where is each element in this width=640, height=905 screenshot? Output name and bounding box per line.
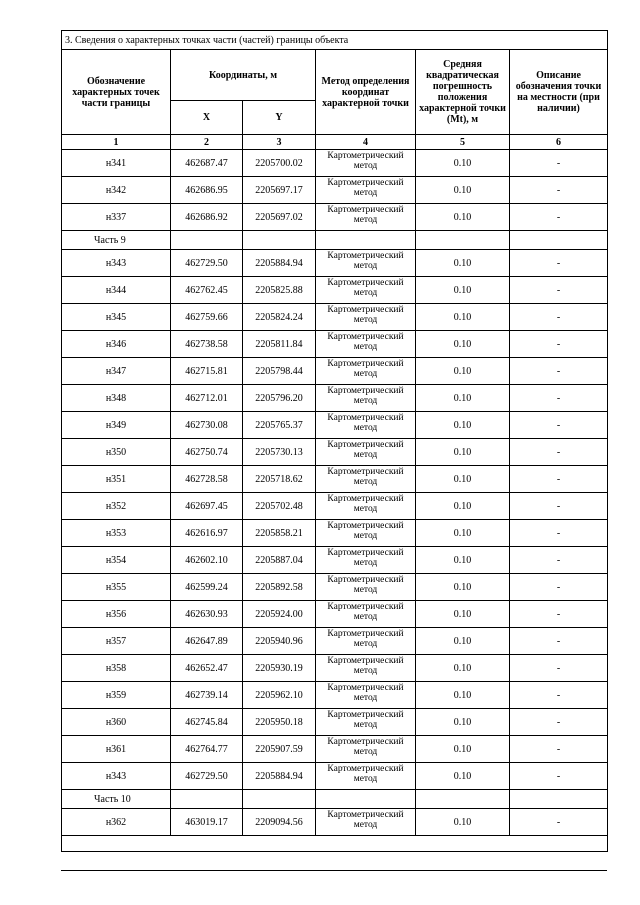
method-cell: Картометрический метод — [316, 763, 416, 790]
point-name: н343 — [62, 763, 171, 790]
coordinate-y: 2205824.24 — [243, 304, 316, 331]
error-cell: 0.10 — [416, 412, 510, 439]
table-caption: 3. Сведения о характерных точках части (частей) границы объекта — [62, 31, 608, 50]
empty-cell — [316, 790, 416, 809]
coordinate-x: 462764.77 — [171, 736, 243, 763]
coordinate-x: 462730.08 — [171, 412, 243, 439]
coordinate-y: 2205765.37 — [243, 412, 316, 439]
method-cell: Картометрический метод — [316, 574, 416, 601]
description-cell: - — [510, 601, 608, 628]
point-name: н356 — [62, 601, 171, 628]
coordinate-x: 462750.74 — [171, 439, 243, 466]
error-cell: 0.10 — [416, 809, 510, 836]
method-cell: Картометрический метод — [316, 331, 416, 358]
error-cell: 0.10 — [416, 547, 510, 574]
method-cell: Картометрический метод — [316, 150, 416, 177]
coordinate-y: 2205697.17 — [243, 177, 316, 204]
error-cell: 0.10 — [416, 439, 510, 466]
point-name: н341 — [62, 150, 171, 177]
point-name: н337 — [62, 204, 171, 231]
description-cell: - — [510, 150, 608, 177]
header-coordinates: Координаты, м — [171, 50, 316, 101]
method-cell: Картометрический метод — [316, 466, 416, 493]
point-name: н362 — [62, 809, 171, 836]
coordinate-x: 462599.24 — [171, 574, 243, 601]
empty-row — [62, 836, 608, 852]
table-row — [62, 547, 608, 574]
coordinate-x: 462762.45 — [171, 277, 243, 304]
point-name: н346 — [62, 331, 171, 358]
point-name: н345 — [62, 304, 171, 331]
coordinate-x: 462686.92 — [171, 204, 243, 231]
coordinate-y: 2205825.88 — [243, 277, 316, 304]
error-cell: 0.10 — [416, 574, 510, 601]
header-method: Метод определения координат характерной точки — [316, 50, 416, 135]
error-cell: 0.10 — [416, 628, 510, 655]
coordinate-x: 462729.50 — [171, 250, 243, 277]
coordinate-x: 462715.81 — [171, 358, 243, 385]
description-cell: - — [510, 628, 608, 655]
header-x: X — [171, 101, 243, 135]
coordinate-y: 2205811.84 — [243, 331, 316, 358]
coordinate-x: 462729.50 — [171, 763, 243, 790]
coordinate-y: 2209094.56 — [243, 809, 316, 836]
method-cell: Картометрический метод — [316, 655, 416, 682]
description-cell: - — [510, 466, 608, 493]
table-row — [62, 520, 608, 547]
boundary-points-table — [61, 30, 608, 852]
point-name: н351 — [62, 466, 171, 493]
error-cell: 0.10 — [416, 601, 510, 628]
coordinate-y: 2205697.02 — [243, 204, 316, 231]
error-cell: 0.10 — [416, 358, 510, 385]
header-y: Y — [243, 101, 316, 135]
part-row — [62, 231, 608, 250]
table-row — [62, 358, 608, 385]
description-cell: - — [510, 385, 608, 412]
method-cell: Картометрический метод — [316, 520, 416, 547]
coordinate-x: 462712.01 — [171, 385, 243, 412]
coordinate-y: 2205924.00 — [243, 601, 316, 628]
coordinate-x: 462739.14 — [171, 682, 243, 709]
method-cell: Картометрический метод — [316, 709, 416, 736]
coordinate-y: 2205796.20 — [243, 385, 316, 412]
error-cell: 0.10 — [416, 763, 510, 790]
column-number: 5 — [416, 135, 510, 150]
method-cell: Картометрический метод — [316, 547, 416, 574]
error-cell: 0.10 — [416, 385, 510, 412]
method-cell: Картометрический метод — [316, 304, 416, 331]
table-row — [62, 736, 608, 763]
table-row — [62, 150, 608, 177]
error-cell: 0.10 — [416, 250, 510, 277]
empty-cell — [416, 231, 510, 250]
method-cell: Картометрический метод — [316, 736, 416, 763]
coordinate-x: 462687.47 — [171, 150, 243, 177]
header-error: Средняя квадратическая погрешность положения характерной точки (Mt), м — [416, 50, 510, 135]
part-label: Часть 9 — [62, 231, 171, 250]
method-cell: Картометрический метод — [316, 204, 416, 231]
error-cell: 0.10 — [416, 277, 510, 304]
header-designation: Обозначение характерных точек части границы — [62, 50, 171, 135]
footer-divider — [61, 870, 607, 871]
description-cell: - — [510, 277, 608, 304]
description-cell: - — [510, 177, 608, 204]
method-cell: Картометрический метод — [316, 809, 416, 836]
table-caption-row — [62, 31, 608, 50]
description-cell: - — [510, 709, 608, 736]
description-cell: - — [510, 655, 608, 682]
error-cell: 0.10 — [416, 177, 510, 204]
coordinate-x: 462686.95 — [171, 177, 243, 204]
empty-cell — [243, 231, 316, 250]
description-cell: - — [510, 736, 608, 763]
description-cell: - — [510, 439, 608, 466]
method-cell: Картометрический метод — [316, 682, 416, 709]
coordinate-y: 2205718.62 — [243, 466, 316, 493]
table-row — [62, 682, 608, 709]
error-cell: 0.10 — [416, 709, 510, 736]
coordinate-x: 462630.93 — [171, 601, 243, 628]
point-name: н359 — [62, 682, 171, 709]
method-cell: Картометрический метод — [316, 250, 416, 277]
coordinate-y: 2205702.48 — [243, 493, 316, 520]
point-name: н344 — [62, 277, 171, 304]
point-name: н360 — [62, 709, 171, 736]
table-row — [62, 304, 608, 331]
coordinate-y: 2205907.59 — [243, 736, 316, 763]
coordinate-x: 462652.47 — [171, 655, 243, 682]
table-row — [62, 763, 608, 790]
coordinate-y: 2205940.96 — [243, 628, 316, 655]
point-name: н342 — [62, 177, 171, 204]
column-number: 4 — [316, 135, 416, 150]
coordinate-x: 462697.45 — [171, 493, 243, 520]
table-row — [62, 204, 608, 231]
description-cell: - — [510, 304, 608, 331]
point-name: н347 — [62, 358, 171, 385]
error-cell: 0.10 — [416, 204, 510, 231]
table-row — [62, 277, 608, 304]
point-name: н350 — [62, 439, 171, 466]
table-row — [62, 412, 608, 439]
description-cell: - — [510, 520, 608, 547]
coordinate-x: 463019.17 — [171, 809, 243, 836]
table-row — [62, 574, 608, 601]
table-row — [62, 385, 608, 412]
description-cell: - — [510, 331, 608, 358]
document-page — [61, 30, 607, 852]
description-cell: - — [510, 493, 608, 520]
coordinate-y: 2205892.58 — [243, 574, 316, 601]
description-cell: - — [510, 412, 608, 439]
coordinate-y: 2205798.44 — [243, 358, 316, 385]
header-description: Описание обозначения точки на местности (при наличии) — [510, 50, 608, 135]
point-name: н361 — [62, 736, 171, 763]
point-name: н357 — [62, 628, 171, 655]
coordinate-y: 2205962.10 — [243, 682, 316, 709]
coordinate-x: 462738.58 — [171, 331, 243, 358]
description-cell: - — [510, 574, 608, 601]
error-cell: 0.10 — [416, 520, 510, 547]
description-cell: - — [510, 250, 608, 277]
table-row — [62, 601, 608, 628]
column-number-row — [62, 135, 608, 150]
coordinate-x: 462602.10 — [171, 547, 243, 574]
coordinate-y: 2205884.94 — [243, 763, 316, 790]
column-number: 1 — [62, 135, 171, 150]
method-cell: Картометрический метод — [316, 358, 416, 385]
method-cell: Картометрический метод — [316, 277, 416, 304]
point-name: н352 — [62, 493, 171, 520]
coordinate-y: 2205858.21 — [243, 520, 316, 547]
empty-cell — [171, 231, 243, 250]
point-name: н354 — [62, 547, 171, 574]
point-name: н355 — [62, 574, 171, 601]
table-row — [62, 466, 608, 493]
table-body — [62, 150, 608, 836]
column-number: 6 — [510, 135, 608, 150]
table-row — [62, 655, 608, 682]
coordinate-y: 2205930.19 — [243, 655, 316, 682]
empty-cell — [416, 790, 510, 809]
table-row — [62, 331, 608, 358]
description-cell: - — [510, 682, 608, 709]
table-row — [62, 709, 608, 736]
empty-cell — [316, 231, 416, 250]
error-cell: 0.10 — [416, 466, 510, 493]
table-row — [62, 628, 608, 655]
description-cell: - — [510, 809, 608, 836]
point-name: н343 — [62, 250, 171, 277]
coordinate-x: 462728.58 — [171, 466, 243, 493]
coordinate-y: 2205950.18 — [243, 709, 316, 736]
empty-cell — [243, 790, 316, 809]
table-row — [62, 809, 608, 836]
method-cell: Картометрический метод — [316, 412, 416, 439]
error-cell: 0.10 — [416, 736, 510, 763]
point-name: н353 — [62, 520, 171, 547]
description-cell: - — [510, 204, 608, 231]
empty-cell — [510, 231, 608, 250]
description-cell: - — [510, 358, 608, 385]
coordinate-x: 462647.89 — [171, 628, 243, 655]
part-row — [62, 790, 608, 809]
point-name: н348 — [62, 385, 171, 412]
part-label: Часть 10 — [62, 790, 171, 809]
empty-cell — [171, 790, 243, 809]
coordinate-y: 2205884.94 — [243, 250, 316, 277]
column-number: 2 — [171, 135, 243, 150]
empty-cell — [62, 836, 608, 852]
coordinate-y: 2205730.13 — [243, 439, 316, 466]
error-cell: 0.10 — [416, 682, 510, 709]
method-cell: Картометрический метод — [316, 439, 416, 466]
table-row — [62, 250, 608, 277]
error-cell: 0.10 — [416, 493, 510, 520]
error-cell: 0.10 — [416, 331, 510, 358]
table-row — [62, 493, 608, 520]
column-number: 3 — [243, 135, 316, 150]
header-row — [62, 50, 608, 101]
coordinate-y: 2205700.02 — [243, 150, 316, 177]
method-cell: Картометрический метод — [316, 601, 416, 628]
table-row — [62, 439, 608, 466]
method-cell: Картометрический метод — [316, 628, 416, 655]
method-cell: Картометрический метод — [316, 493, 416, 520]
description-cell: - — [510, 547, 608, 574]
point-name: н349 — [62, 412, 171, 439]
coordinate-x: 462759.66 — [171, 304, 243, 331]
method-cell: Картометрический метод — [316, 177, 416, 204]
point-name: н358 — [62, 655, 171, 682]
description-cell: - — [510, 763, 608, 790]
coordinate-x: 462616.97 — [171, 520, 243, 547]
empty-cell — [510, 790, 608, 809]
coordinate-y: 2205887.04 — [243, 547, 316, 574]
error-cell: 0.10 — [416, 150, 510, 177]
table-row — [62, 177, 608, 204]
coordinate-x: 462745.84 — [171, 709, 243, 736]
error-cell: 0.10 — [416, 655, 510, 682]
method-cell: Картометрический метод — [316, 385, 416, 412]
error-cell: 0.10 — [416, 304, 510, 331]
